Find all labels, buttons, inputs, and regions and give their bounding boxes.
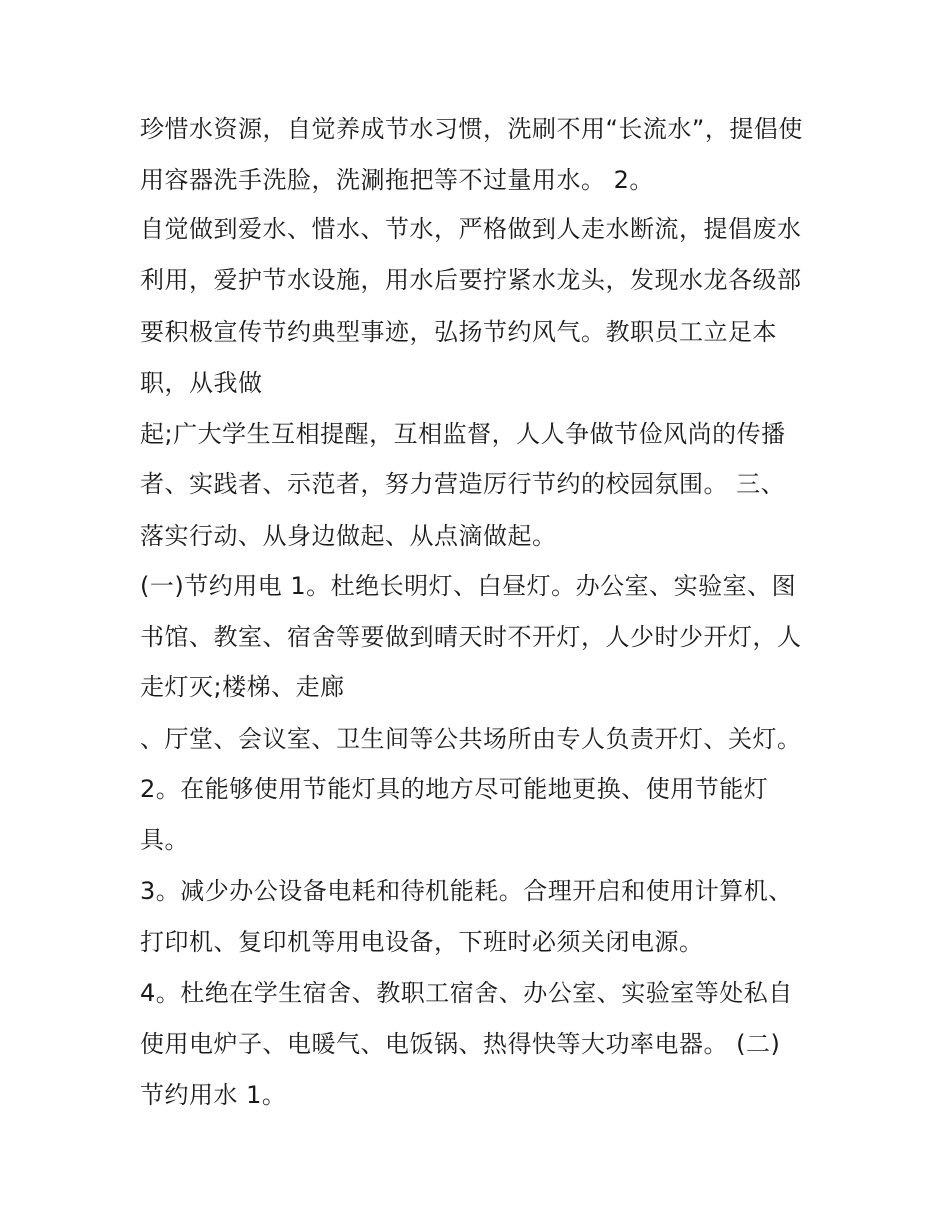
- text-line: 起;广大学生互相提醒，互相监督，人人争做节俭风尚的传播: [140, 420, 786, 448]
- text-line: 3。减少办公设备电耗和待机能耗。合理开启和使用计算机、: [140, 877, 793, 905]
- text-line: 使用电炉子、电暖气、电饭锅、热得快等大功率电器。 (二): [140, 1030, 781, 1058]
- text-line: 具。: [140, 826, 189, 854]
- text-line: 自觉做到爱水、惜水、节水，严格做到人走水断流，提倡废水: [140, 215, 802, 243]
- text-line: 用容器洗手洗脸，洗涮拖把等不过量用水。 2。: [140, 166, 654, 194]
- text-line: 节约用水 1。: [140, 1081, 287, 1109]
- text-line: 者、实践者、示范者，努力营造厉行节约的校园氛围。 三、: [140, 470, 786, 498]
- text-line: (一)节约用电 1。杜绝长明灯、白昼灯。办公室、实验室、图: [140, 572, 797, 600]
- text-line: 职，从我做: [140, 369, 263, 397]
- text-line: 、厅堂、会议室、卫生间等公共场所由专人负责开灯、关灯。: [140, 725, 802, 753]
- text-line: 落实行动、从身边做起、从点滴做起。: [140, 522, 557, 550]
- text-line: 4。杜绝在学生宿舍、教职工宿舍、办公室、实验室等处私自: [140, 979, 793, 1007]
- text-line: 走灯灭;楼梯、走廊: [140, 673, 345, 701]
- text-line: 2。在能够使用节能灯具的地方尽可能地更换、使用节能灯: [140, 775, 769, 803]
- text-line: 利用，爱护节水设施，用水后要拧紧水龙头，发现水龙各级部: [140, 266, 802, 294]
- text-line: 书馆、教室、宿舍等要做到晴天时不开灯，人少时少开灯，人: [140, 623, 802, 651]
- text-line: 珍惜水资源，自觉养成节水习惯，洗刷不用“长流水”，提倡使: [140, 115, 803, 143]
- text-line: 要积极宣传节约典型事迹，弘扬节约风气。教职员工立足本: [140, 318, 777, 346]
- text-line: 打印机、复印机等用电设备，下班时必须关闭电源。: [140, 928, 704, 956]
